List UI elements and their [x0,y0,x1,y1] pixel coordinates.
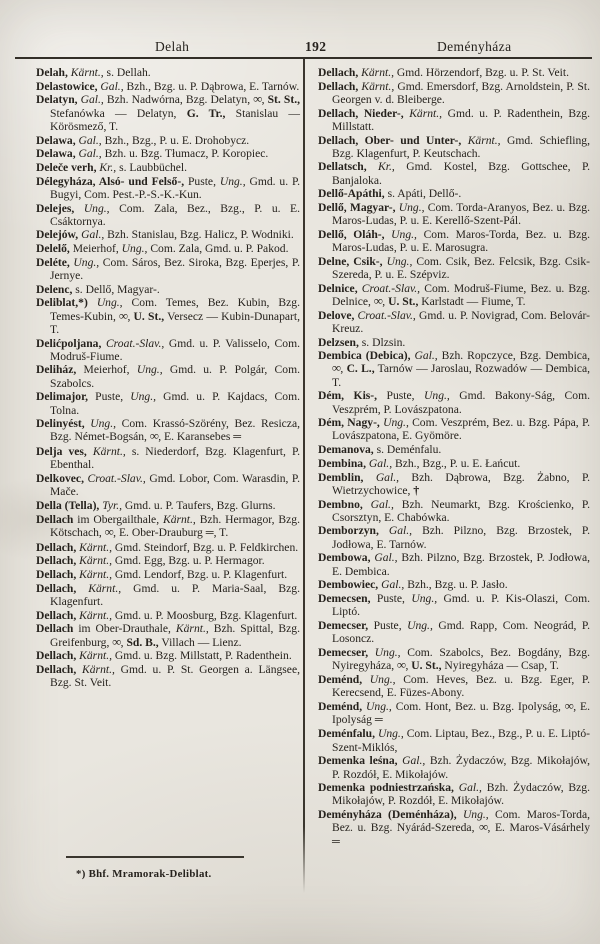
entry-region-abbrev: Gal., [375,470,399,484]
gazetteer-entry: Delah, Kärnt., s. Dellah. [36,66,151,79]
entry-region-abbrev: Ung., [391,227,417,241]
entry-headword: Dellach [36,622,74,636]
entry-region-abbrev: Gal., [414,349,438,363]
entry-region-abbrev: Gal., [368,456,393,470]
entry-region-abbrev: Ung., [386,254,413,268]
gazetteer-entry: Demanova, s. Deménfalu. [318,443,442,457]
entry-region-abbrev: Gal., [100,79,124,93]
entry-headword: U. St., [133,309,165,323]
entry-headword: Delnice, [318,281,358,295]
gazetteer-entry: Demblin, Gal., Bzh. Dąbrowa, Bzg. Żabno, P. Wietrzychowice, † [318,470,591,497]
gazetteer-entry: Dellach, Kärnt., Gmd. Emersdorf, Bzg. Arnoldstein, P. St. Georgen v. d. Bleiberge. [318,79,590,106]
entry-headword: Demenka leśna, [318,754,398,768]
gazetteer-entry: Delimajor, Puste, Ung., Gmd. u. P. Kajdacs, Com. Tolna. [36,390,300,417]
gazetteer-entry: Delinyést, Ung., Com. Krassó-Szörény, Bez. Resicza, Bzg. Német-Bogsán, ∞, E. Karansebes ═ [36,417,300,444]
telegraph-station-icon: ∞ [479,820,488,835]
entry-region-abbrev: Ung., [462,808,489,822]
entry-region-abbrev: Gal., [388,524,413,538]
gazetteer-entry: Delja ves, Kärnt., s. Niederdorf, Bzg. Klagenfurt, P. Ebenthal. [36,445,301,472]
entry-region-abbrev: Kärnt., [162,512,196,526]
gazetteer-entry: Dellach, Kärnt., Gmd. Lendorf, Bzg. u. P. Klagenfurt. [36,568,288,582]
entry-headword: Demecser, [318,645,369,659]
entry-headword: Dellach, [36,608,77,622]
entry-headword: U. St., [388,294,419,308]
entry-region-abbrev: Gal., [78,133,102,147]
entry-headword: Dembina, [318,456,366,470]
gazetteer-entry: Dellő, Oláh-, Ung., Com. Maros-Torda, Bez. u. Bzg. Maros-Ludas, P. u. E. Marosugra. [318,227,590,255]
footnote: *) Bhf. Mramorak-Deliblat. [76,868,212,880]
entry-region-abbrev: Kärnt., [79,649,113,663]
entry-region-abbrev: Gal., [80,93,104,107]
entry-headword: Dellatsch, [318,160,367,174]
gazetteer-entry: Della (Tella), Tyr., Gmd. u. P. Taufers, Bzg. Glurns. [36,499,276,512]
gazetteer-entry: Dembica (Debica), Gal., Bzh. Ropczyce, Bzg. Dembica, ∞, C. L., Tarnów — Jaroslau, Rozwadów — Dembica, T. [318,349,591,389]
entry-headword: Dembica (Debica), [318,349,411,363]
entry-region-abbrev: Ung., [374,645,401,659]
gazetteer-entry: Delkovec, Croat.-Slav., Gmd. Lobor, Com. Warasdin, P. Mače. [36,472,300,499]
gazetteer-entry: Dellő, Magyar-, Ung., Com. Torda-Aranyos, Bez. u. Bzg. Maros-Ludas, P. u. E. Kerellő-Szent-Pál. [318,201,590,228]
entry-region-abbrev: Kärnt., [79,540,113,554]
entry-headword: Delejes, [36,201,75,215]
gazetteer-entry: Dellach, Kärnt., Gmd. Steindorf, Bzg. u. P. Feldkirchen. [36,540,299,554]
gazetteer-entry: Delawa, Gal., Bzh., Bzg., P. u. E. Drohobycz. [36,133,250,147]
entry-region-abbrev: Gal., [402,754,426,768]
entry-headword: Deménfalu, [318,727,375,741]
entry-headword: Demblin, [318,470,364,484]
gazetteer-entry: Delzsen, s. Dlzsin. [318,335,406,349]
entry-headword: G. Tr., [186,106,226,120]
gazetteer-entry: Dém, Kis-, Puste, Ung., Gmd. Bakony-Ság, Com. Veszprém, P. Lovászpatona. [318,389,590,416]
entry-headword: Deléte, [36,255,70,269]
entry-headword: Delenc, [36,282,73,296]
entry-headword: St. St., [267,93,300,107]
gazetteer-entry: Dellach im Obergailthale, Kärnt., Bzh. Hermagor, Bzg. Kötschach, ∞, E. Ober-Drauburg ═, T. [36,512,300,539]
entry-headword: U. St., [411,658,442,672]
entry-region-abbrev: Ung., [383,416,409,430]
entry-headword: Delah, [36,66,68,79]
entry-headword: Delinyést, [36,417,85,431]
page-number: 192 [305,39,327,54]
entry-headword: Dembowa, [318,551,371,565]
gazetteer-entry: Dellach, Kärnt., Gmd. Egg, Bzg. u. P. Hermagor. [36,554,265,568]
entry-headword: Dellach, [318,79,359,93]
gazetteer-entry: Dellach, Ober- und Unter-, Kärnt., Gmd. Schiefling, Bzg. Klagenfurt, P. Keutschach. [318,133,591,160]
entry-headword: C. L., [346,362,375,376]
entry-headword: Dembno, [318,497,363,511]
entry-region-abbrev: Kärnt., [70,66,104,79]
entry-headword: Dellach, [36,568,77,582]
entry-region-abbrev: Croat.-Slav., [105,336,165,350]
gazetteer-entry: Delnice, Croat.-Slav., Com. Modruš-Fiume, Bez. u. Bzg. Delnice, ∞, U. St., Karlstadt — Fiume, T. [318,281,590,308]
gazetteer-entry: Dellő-Apáthi, s. Apáti, Dellő-. [318,187,462,201]
gazetteer-entry: Demecser, Ung., Com. Szabolcs, Bez. Bogdány, Bzg. Nyiregyháza, ∞, U. St., Nyiregyháza — Csap, T. [318,645,590,672]
gazetteer-entry: Delne, Csik-, Ung., Com. Csik, Bez. Felcsik, Bzg. Csik-Szereda, P. u. E. Szépviz. [318,254,590,282]
double-bar-icon: ═ [332,835,340,848]
entry-region-abbrev: Gal., [81,228,105,242]
gazetteer-entry: Dellach, Kärnt., Gmd. u. P. Moosburg, Bzg. Klagenfurt. [36,608,298,622]
entry-headword: Delićpoljana, [36,336,102,350]
entry-headword: Delne, Csik-, [318,254,383,268]
gazetteer-entry: Dellach, Kärnt., Gmd. u. P. Maria-Saal, Bzg. Klagenfurt. [36,581,300,608]
entry-region-abbrev: Kärnt., [92,445,126,459]
entry-headword: Dellach, Nieder-, [318,106,404,120]
entry-headword: Deliblat,*) [36,296,88,310]
gazetteer-entry: Deménd, Ung., Com. Heves, Bez. u. Bzg. Eger, P. Kerecsend, E. Füzes-Abony. [318,672,590,699]
entry-region-abbrev: Ung., [366,699,392,713]
entry-headword: Délegyháza, Alsó- und Felső-, [36,174,185,188]
entry-headword: Dellő, Oláh-, [318,227,385,241]
entry-headword: Deliház, [36,363,77,377]
telegraph-station-icon: ∞ [149,429,159,444]
entry-region-abbrev: Kärnt., [79,608,113,622]
entry-headword: Delastowice, [36,79,98,93]
gazetteer-entry: Dém, Nagy-, Ung., Com. Veszprém, Bez. u. Bzg. Pápa, P. Lovászpatona, E. Gyömöre. [318,416,591,443]
entry-headword: Dellach, [36,581,77,595]
gazetteer-entry: Dellach im Ober-Drauthale, Kärnt., Bzh. Spittal, Bzg. Greifenburg, ∞, Sd. B., Villach — Lienz. [36,622,300,649]
gazetteer-entry: Dembowa, Gal., Bzh. Pilzno, Bzg. Brzostek, P. Jodłowa, E. Dembica. [318,551,591,578]
entry-headword: Delelő, [36,242,70,256]
telegraph-station-icon: ∞ [332,361,341,376]
entry-headword: Deleče verh, [36,160,97,174]
gazetteer-entry: Delenc, s. Dellő, Magyar-. [36,282,160,296]
entry-region-abbrev: Kärnt., [79,554,113,568]
entry-headword: Demborzyn, [318,524,379,538]
double-bar-icon: ═ [374,713,383,726]
gazetteer-entry: Dellatsch, Kr., Gmd. Kostel, Bzg. Gottschee, P. Banjaloka. [318,160,591,187]
entry-headword: Dellach, [36,554,77,568]
gazetteer-entry: Deliház, Meierhof, Ung., Gmd. u. P. Polgár, Com. Szabolcs. [36,363,300,390]
gazetteer-entry: Deléte, Ung., Com. Sáros, Bez. Siroka, Bzg. Eperjes, P. Jernye. [36,255,300,283]
entry-region-abbrev: Kärnt., [361,79,395,93]
header-keyword-left: Delah [155,39,190,54]
gazetteer-entry: Delawa, Gal., Bzh. u. Bzg. Tłumacz, P. Koropiec. [36,147,269,161]
gazetteer-entry: Demenka podniestrzańska, Gal., Bzh. Żydaczów, Bzg. Mikołajów, P. Rozdół, E. Mikołajów. [318,781,590,808]
entry-headword: Dellach, [318,66,359,79]
entry-region-abbrev: Ung., [398,201,425,215]
column-divider [303,59,305,893]
entry-headword: Delimajor, [36,390,89,404]
entry-region-abbrev: Ung., [407,618,433,632]
double-bar-icon: ═ [233,431,242,444]
entry-region-abbrev: Ung., [90,417,117,431]
entry-region-abbrev: Ung., [219,174,246,188]
entry-region-abbrev: Kärnt., [79,568,113,582]
telegraph-station-icon: ∞ [373,293,383,308]
gazetteer-entry: Delejów, Gal., Bzh. Stanislau, Bzg. Halicz, P. Wodniki. [36,228,294,242]
telegraph-station-icon: ∞ [397,657,406,672]
gazetteer-entry: Delove, Croat.-Slav., Gmd. u. P. Novigrad, Com. Belovár-Kreuz. [318,308,590,335]
gazetteer-entry: Dembowiec, Gal., Bzh., Bzg. u. P. Jasło. [318,578,508,592]
right-column [318,66,590,849]
entry-region-abbrev: Kr., [378,160,395,174]
entry-region-abbrev: Kärnt., [467,133,501,147]
entry-region-abbrev: Gal., [370,497,394,511]
gazetteer-entry: Delastowice, Gal., Bzh., Bzg. u. P. Dąbrowa, E. Tarnów. [36,79,300,93]
entry-region-abbrev: Gal., [381,578,405,592]
footnote-separator [66,856,244,858]
left-column [36,66,300,690]
entry-headword: Della (Tella), [36,499,100,512]
entry-region-abbrev: Croat.-Slav., [87,472,146,486]
entry-headword: Dembowiec, [318,578,379,592]
gazetteer-entry: Deménfalu, Ung., Com. Liptau, Bez., Bzg., P. u. E. Liptó-Szent-Miklós, [318,727,590,754]
entry-headword: Delzsen, [318,335,359,349]
header-keyword-right: Deményháza [437,39,512,54]
gazetteer-entry: Delatyn, Gal., Bzh. Nadwórna, Bzg. Delatyn, ∞, St. St., Stefanówka — Delatyn, G. Tr., Stanislau — Körösmező, T. [36,92,301,133]
entry-headword: Demenka podniestrzańska, [318,781,454,795]
entry-region-abbrev: Kärnt., [409,106,443,120]
entry-region-abbrev: Gal., [78,147,102,161]
gazetteer-entry: Delejes, Ung., Com. Zala, Bez., Bzg., P. u. E. Csáktornya. [36,201,300,228]
entry-headword: Demecsen, [318,591,371,605]
entry-region-abbrev: Gal., [458,781,482,795]
gazetteer-entry: Demborzyn, Gal., Bzh. Pilzno, Bzg. Brzostek, P. Jodłowa, E. Tarnów. [318,524,590,551]
gazetteer-entry: Demecser, Puste, Ung., Gmd. Rapp, Com. Neográd, P. Losoncz. [318,618,590,646]
gazetteer-entry: Dellach, Kärnt., Gmd. u. P. St. Georgen a. Längsee, Bzg. St. Veit. [36,662,300,690]
telegraph-station-icon: ∞ [119,308,128,323]
entry-headword: Deménd, [318,699,363,713]
entry-region-abbrev: Kärnt., [361,66,395,79]
entry-region-abbrev: Croat.-Slav., [357,308,416,322]
entry-region-abbrev: Tyr., [102,499,123,512]
gazetteer-entry: Deményháza (Deménháza), Ung., Com. Maros-Torda, Bez. u. Bzg. Nyárád-Szereda, ∞, E. Maros-Vásárhely ═ [318,808,590,848]
gazetteer-entry: Dellach, Kärnt., Gmd. Hörzendorf, Bzg. u. P. St. Veit. [318,66,569,79]
entry-region-abbrev: Kärnt., [82,662,115,676]
gazetteer-entry: Dellach, Kärnt., Gmd. u. Bzg. Millstatt, P. Radenthein. [36,649,292,663]
entry-headword: Sd. B., [126,635,159,649]
entry-region-abbrev: Ung., [377,727,404,741]
entry-headword: Delatyn, [36,93,78,107]
gazetteer-entry: Demenka leśna, Gal., Bzh. Żydaczów, Bzg. Mikołajów, P. Rozdół, E. Mikołajów. [318,754,591,781]
entry-headword: Demanova, [318,443,374,457]
entry-region-abbrev: Ung., [121,242,148,256]
entry-headword: Delja ves, [36,445,87,459]
entry-headword: Delawa, [36,147,76,161]
entry-region-abbrev: Kr., [99,160,117,174]
entry-headword: Deményháza (Deménháza), [318,808,457,822]
entry-headword: Dém, Kis-, [318,389,378,403]
entry-region-abbrev: Kärnt., [88,581,122,595]
entry-headword: Delawa, [36,133,76,147]
entry-headword: Dellach, Ober- und Unter-, [318,133,462,147]
entry-headword: Dellach [36,512,74,526]
telegraph-station-icon: ∞ [112,634,121,649]
entry-region-abbrev: Ung., [136,363,163,377]
entry-headword: Deménd, [318,672,363,686]
entry-region-abbrev: Ung., [411,591,438,605]
entry-region-abbrev: Ung., [73,255,100,269]
gazetteer-entry: Dellach, Nieder-, Kärnt., Gmd. u. P. Radenthein, Bzg. Millstatt. [318,106,590,133]
gazetteer-entry: Deliblat,*) Ung., Com. Temes, Bez. Kubin, Bzg. Temes-Kubin, ∞, U. St., Versecz — Kubin-Dunapart, T. [36,296,300,336]
gazetteer-entry: Deménd, Ung., Com. Hont, Bez. u. Bzg. Ipolyság, ∞, E. Ipolyság ═ [318,698,590,726]
entry-headword: Demecser, [318,618,369,632]
gazetteer-entry: Dembno, Gal., Bzh. Neumarkt, Bzg. Krościenko, P. Csorsztyn, E. Chabówka. [318,497,590,524]
entry-headword: Delkovec, [36,472,84,486]
entry-headword: Dellő, Magyar-, [318,201,396,215]
entry-region-abbrev: Kärnt., [175,622,209,636]
entry-headword: Delove, [318,308,355,322]
telegraph-station-icon: ∞ [564,698,574,713]
gazetteer-entry: Demecsen, Puste, Ung., Gmd. u. P. Kis-Olaszi, Com. Liptó. [318,591,591,619]
entry-headword: Dellach, [36,649,77,663]
entry-region-abbrev: Ung., [96,296,123,310]
gazetteer-entry: Delelő, Meierhof, Ung., Com. Zala, Gmd. u. P. Pakod. [36,242,289,256]
entry-region-abbrev: Ung., [369,672,396,686]
entry-headword: Dellach, [36,662,77,676]
telegraph-station-icon: ∞ [253,92,262,107]
gazetteer-entry: Delićpoljana, Croat.-Slav., Gmd. u. P. Valisselo, Com. Modruš-Fiume. [36,336,300,363]
entry-region-abbrev: Gal., [374,551,398,565]
gazetteer-entry: Dembina, Gal., Bzh., Bzg., P. u. E. Łańcut. [318,456,521,470]
double-bar-icon: ═ [205,526,214,539]
telegraph-station-icon: ∞ [104,524,114,539]
entry-region-abbrev: Ung., [83,201,110,215]
gazetteer-entry: Délegyháza, Alsó- und Felső-, Puste, Ung., Gmd. u. P. Bugyi, Com. Pest.-P.-S.-K.-Kun. [36,174,301,201]
entry-headword: Delejów, [36,228,79,242]
entry-region-abbrev: Ung., [424,389,450,403]
gazetteer-entry: Deleče verh, Kr., s. Laubbüchel. [36,160,188,174]
entry-region-abbrev: Croat.-Slav., [361,281,421,295]
cross-icon: † [413,482,420,497]
entry-region-abbrev: Ung., [130,390,157,404]
entry-headword: Dellach, [36,540,77,554]
entry-headword: Dellő-Apáthi, [318,187,385,201]
entry-headword: Dém, Nagy-, [318,416,380,430]
